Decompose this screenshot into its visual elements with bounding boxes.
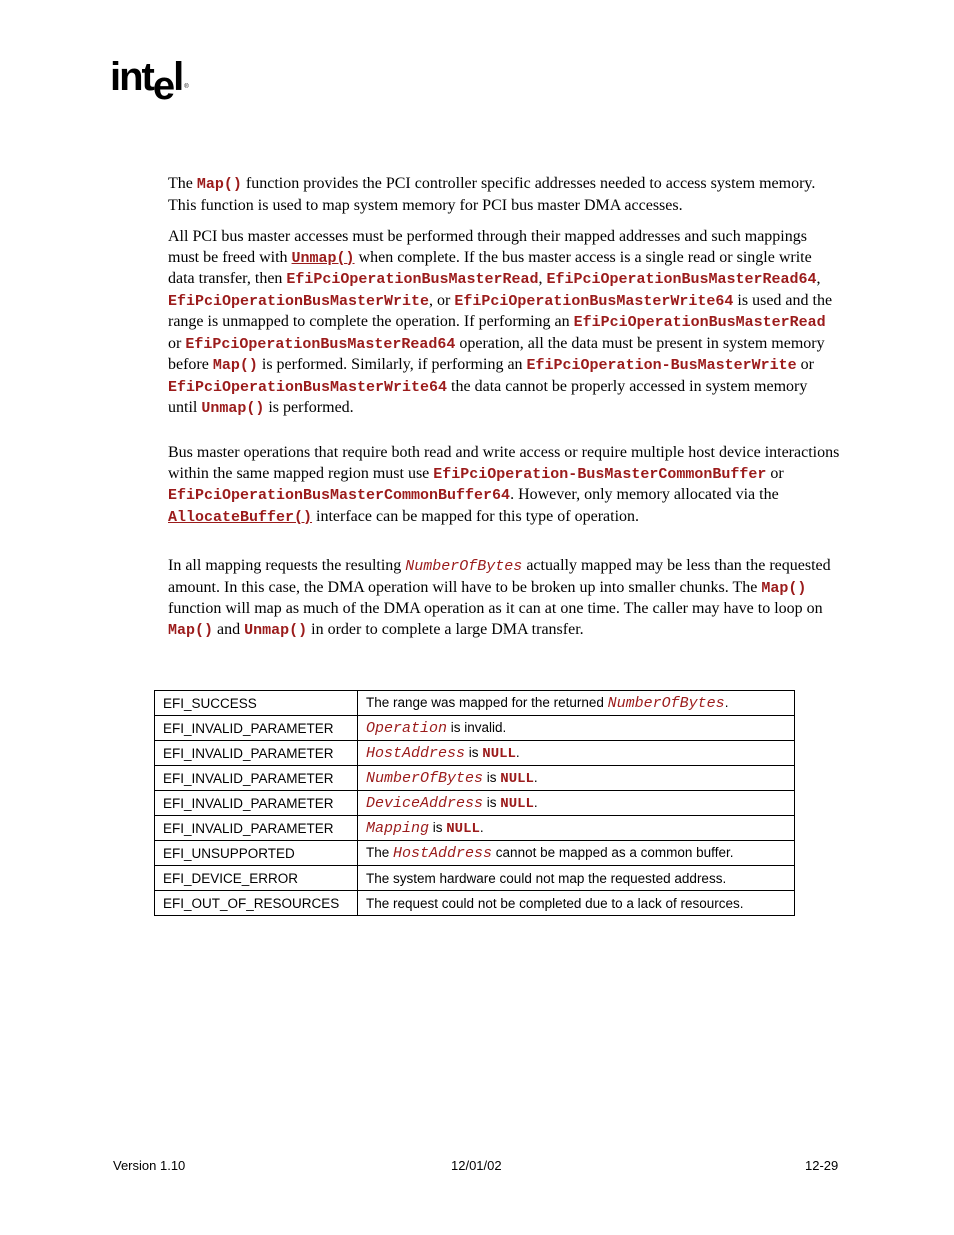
footer-page-number: 12-29 — [805, 1158, 839, 1173]
table-row — [155, 691, 795, 716]
paragraph-mapping-requests: In all mapping requests the resulting NumberOfBytes actually mapped may be less than the requested amount. In this case, the DMA operation will have to be broken up into smaller chunks. The Map() function will map as much of the DMA operation as it can at one time. The caller may have to loop on Map() and Unmap() in order to complete a large DMA transfer. — [168, 557, 831, 639]
table-row — [155, 791, 795, 816]
status-description: DeviceAddress is NULL. — [358, 791, 795, 816]
status-code: EFI_INVALID_PARAMETER — [155, 791, 358, 816]
table-row — [155, 716, 795, 741]
paragraph-map-intro: The Map() function provides the PCI controller specific addresses needed to access system memory. This function is used to map system memory for PCI bus master DMA accesses. — [168, 175, 816, 214]
status-description: Mapping is NULL. — [358, 816, 795, 841]
status-description: The system hardware could not map the requested address. — [358, 866, 795, 891]
table-row — [155, 816, 795, 841]
code-map: Map() — [196, 176, 242, 193]
footer-version: Version 1.10 — [113, 1158, 186, 1173]
status-codes-table — [154, 690, 795, 916]
status-description: NumberOfBytes is NULL. — [358, 766, 795, 791]
table-row — [155, 841, 795, 866]
intel-logo: intel ® — [110, 55, 189, 108]
table-row — [155, 891, 795, 916]
paragraph-common-buffer: Bus master operations that require both read and write access or require multiple host device interactions within the same mapped region must use EfiPciOperation-BusMasterCommonBuffer or EfiPciOperationBusMasterCommonBuffer64. However, only memory allocated via the AllocateBuffer() interface can be mapped for this type of operation. — [168, 444, 840, 526]
status-code: EFI_INVALID_PARAMETER — [155, 816, 358, 841]
link-unmap[interactable]: Unmap() — [291, 249, 355, 267]
table-row — [155, 866, 795, 891]
status-description: The request could not be completed due to a lack of resources. — [358, 891, 795, 916]
status-code: EFI_INVALID_PARAMETER — [155, 766, 358, 791]
status-code: EFI_INVALID_PARAMETER — [155, 716, 358, 741]
status-description: The HostAddress cannot be mapped as a common buffer. — [358, 841, 795, 866]
status-code: EFI_UNSUPPORTED — [155, 841, 358, 866]
table-row — [155, 766, 795, 791]
footer-date: 12/01/02 — [451, 1158, 502, 1173]
status-code: EFI_INVALID_PARAMETER — [155, 741, 358, 766]
status-description: The range was mapped for the returned NumberOfBytes. — [358, 691, 795, 716]
table-row — [155, 741, 795, 766]
paragraph-bus-master-access: All PCI bus master accesses must be performed through their mapped addresses and such mappings must be freed with Unmap() when complete. If the bus master access is a single read or single write data transfer, then EfiPciOperationBusMasterRead, EfiPciOperationBusMasterRead64, EfiPciOperationBusMasterWrite, or EfiPciOperationBusMasterWrite64 is used and the range is unmapped to complete the operation. If performing an EfiPciOperationBusMasterRead or EfiPciOperationBusMasterRead64 operation, all the data must be present in system memory before Map() is performed. Similarly, if performing an EfiPciOperation-BusMasterWrite or EfiPciOperationBusMasterWrite64 the data cannot be properly accessed in system memory until Unmap() is performed. — [168, 228, 833, 417]
status-description: HostAddress is NULL. — [358, 741, 795, 766]
status-description: Operation is invalid. — [358, 716, 795, 741]
status-code: EFI_DEVICE_ERROR — [155, 866, 358, 891]
status-code: EFI_OUT_OF_RESOURCES — [155, 891, 358, 916]
status-code: EFI_SUCCESS — [155, 691, 358, 716]
link-allocate-buffer[interactable]: AllocateBuffer() — [168, 508, 313, 526]
